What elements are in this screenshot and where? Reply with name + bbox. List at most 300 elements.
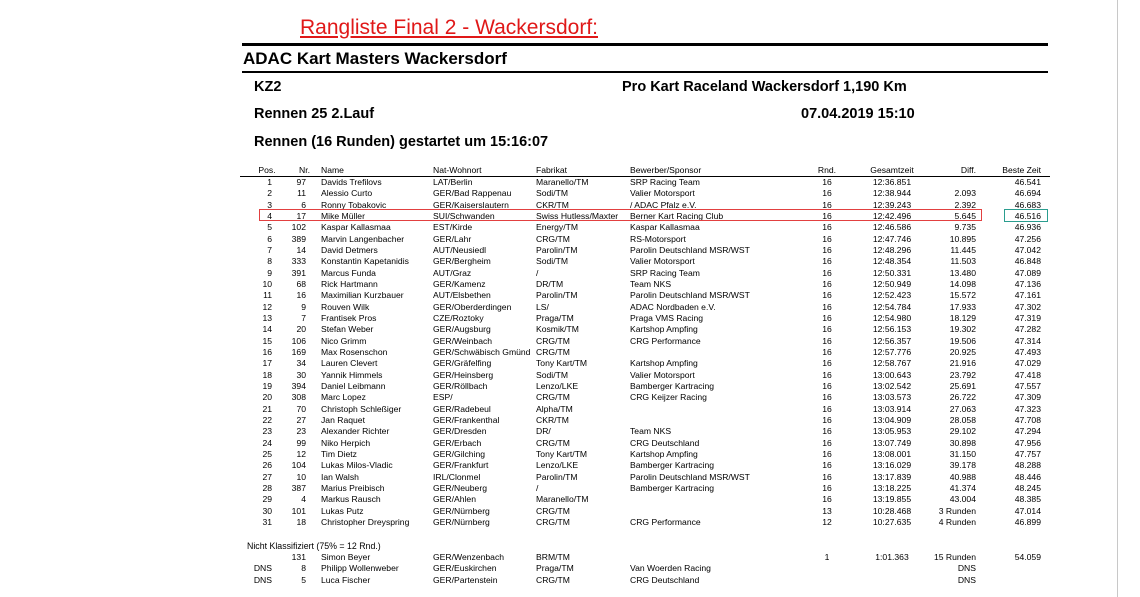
cell-name: Christoph Schleßiger — [321, 403, 402, 414]
cell-nat: GER/Bergheim — [433, 256, 491, 267]
cell-bew: Team NKS — [630, 278, 672, 289]
cell-pos: 2 — [267, 188, 272, 199]
cell-best: 47.757 — [1014, 448, 1041, 459]
cell-name: David Detmers — [321, 244, 378, 255]
race-start-label: Rennen (16 Runden) gestartet um 15:16:07 — [254, 134, 549, 150]
cell-ges: 12:50.331 — [872, 267, 912, 278]
cell-pos: 14 — [262, 324, 272, 335]
cell-fab: CKR/TM — [536, 414, 569, 425]
cell-best: 47.319 — [1014, 312, 1041, 323]
cell-nr: 16 — [296, 290, 306, 301]
datetime-label: 07.04.2019 15:10 — [801, 106, 915, 122]
col-name: Name — [321, 165, 344, 175]
cell-rnd: 16 — [822, 256, 832, 267]
cell-nat: GER/Frankfurt — [433, 460, 489, 471]
cell-pos: 21 — [262, 403, 272, 414]
cell-rnd: 16 — [822, 233, 832, 244]
cell-name: Lauren Clevert — [321, 358, 378, 369]
cell-diff: 40.988 — [949, 471, 976, 482]
cell-name: Ronny Tobakovic — [321, 199, 387, 210]
cell-fab: Sodi/TM — [536, 369, 568, 380]
cell-pos: 27 — [262, 471, 272, 482]
cell-name: Mike Müller — [321, 210, 365, 221]
cell-nr: 11 — [297, 188, 306, 199]
cell-name: Frantisek Pros — [321, 312, 377, 323]
cell-nr: 27 — [296, 414, 306, 425]
cell-rnd: 16 — [822, 278, 832, 289]
cell-nat: GER/Erbach — [433, 437, 482, 448]
cell-pos: 17 — [262, 358, 272, 369]
cell-nat: GER/Heinsberg — [433, 369, 494, 380]
col-pos: Pos. — [258, 165, 276, 175]
cell-fab: / — [536, 482, 539, 493]
cell-fab: CRG/TM — [536, 516, 570, 527]
cell-name: Philipp Wollenweber — [321, 563, 399, 574]
cell-best: 47.956 — [1014, 437, 1041, 448]
cell-bew: Praga VMS Racing — [630, 312, 704, 323]
cell-ges: 12:47.746 — [872, 233, 912, 244]
cell-nat: EST/Kirde — [433, 222, 473, 233]
cell-fab: CRG/TM — [536, 233, 570, 244]
cell-nr: 131 — [291, 552, 306, 562]
cell-name: Tim Dietz — [321, 448, 357, 459]
cell-nr: 68 — [296, 278, 306, 289]
cell-bew: Kaspar Kallasmaa — [630, 222, 700, 233]
cell-nat: GER/Gilching — [433, 448, 486, 459]
cell-ges: 13:05.953 — [872, 426, 912, 437]
cell-nat: GER/Dresden — [433, 426, 487, 437]
cell-diff: 2.093 — [954, 188, 976, 199]
cell-fab: LS/ — [536, 301, 549, 312]
cell-fab: CRG/TM — [536, 505, 570, 516]
cell-nat: AUT/Elsbethen — [433, 290, 491, 301]
cell-name: Niko Herpich — [321, 437, 371, 448]
cell-best: 46.936 — [1014, 222, 1041, 233]
table-row — [240, 347, 1050, 358]
cell-best: 47.493 — [1014, 346, 1041, 357]
cell-best: 46.848 — [1014, 256, 1041, 267]
cell-fab: DR/TM — [536, 278, 564, 289]
cell-nr: 6 — [301, 199, 306, 210]
table-row — [240, 392, 1050, 403]
table-row — [240, 302, 1050, 313]
cell-ges: 13:17.839 — [872, 471, 912, 482]
cell-ges: 12:36.851 — [872, 177, 912, 187]
cell-best: 47.708 — [1014, 414, 1041, 425]
cell-fab: Kosmik/TM — [536, 324, 579, 335]
cell-name: Maximilian Kurzbauer — [321, 290, 404, 301]
table-row — [240, 177, 1050, 188]
cell-ges: 13:02.542 — [872, 380, 912, 391]
cell-nr: 308 — [291, 392, 306, 403]
table-row — [240, 245, 1050, 256]
cell-fab: Tony Kart/TM — [536, 358, 588, 369]
cell-nat: SUI/Schwanden — [433, 210, 495, 221]
cell-nr: 102 — [291, 222, 306, 233]
cell-nat: GER/Ahlen — [433, 494, 476, 505]
cell-nat: GER/Kaiserslautern — [433, 199, 509, 210]
cell-nr: 17 — [296, 210, 306, 221]
cell-nr: 333 — [291, 256, 306, 267]
cell-best: 46.683 — [1014, 199, 1041, 210]
cell-diff: 23.792 — [949, 369, 976, 380]
cell-pos: 16 — [262, 346, 272, 357]
cell-bew: Kartshop Ampfing — [630, 324, 698, 335]
cell-pos: 12 — [262, 301, 272, 312]
cell-fab: Swiss Hutless/Maxter — [536, 210, 619, 221]
cell-bew: Kartshop Ampfing — [630, 358, 698, 369]
cell-rnd: 13 — [822, 505, 832, 516]
cell-nr: 104 — [291, 460, 306, 471]
cell-ges: 12:48.296 — [872, 244, 912, 255]
cell-fab: CRG/TM — [536, 574, 570, 585]
col-rnd: Rnd. — [817, 165, 837, 175]
table-row — [240, 324, 1050, 335]
cell-name: Kaspar Kallasmaa — [321, 222, 391, 233]
cell-diff: 11.503 — [950, 256, 976, 267]
cell-ges: 13:08.001 — [872, 448, 912, 459]
table-row — [240, 290, 1050, 301]
class-label: KZ2 — [254, 79, 282, 95]
cell-pos: 22 — [262, 414, 272, 425]
cell-pos: 1 — [267, 177, 272, 187]
cell-pos: 25 — [262, 448, 272, 459]
cell-name: Rick Hartmann — [321, 278, 378, 289]
cell-fab: Tony Kart/TM — [536, 448, 588, 459]
cell-fab: Praga/TM — [536, 563, 574, 574]
cell-bew: ADAC Nordbaden e.V. — [630, 301, 716, 312]
cell-pos: 29 — [262, 494, 272, 505]
cell-bew: SRP Racing Team — [630, 267, 700, 278]
cell-name: Luca Fischer — [321, 574, 371, 585]
cell-bew: Bamberger Kartracing — [630, 482, 715, 493]
cell-diff: 14.098 — [949, 278, 976, 289]
table-row — [240, 313, 1050, 324]
cell-fab: Lenzo/LKE — [536, 460, 579, 471]
cell-best: 47.302 — [1014, 301, 1041, 312]
cell-ges: 13:16.029 — [872, 460, 912, 471]
cell-ges: 12:54.784 — [872, 301, 912, 312]
cell-fab: Alpha/TM — [536, 403, 573, 414]
cell-rnd: 16 — [822, 312, 832, 323]
cell-diff: 26.722 — [949, 392, 976, 403]
race-label: Rennen 25 2.Lauf — [254, 106, 375, 122]
table-row — [240, 563, 1050, 574]
cell-nr: 387 — [291, 482, 306, 493]
cell-fab: Lenzo/LKE — [536, 380, 579, 391]
table-row — [240, 336, 1050, 347]
table-row — [240, 268, 1050, 279]
cell-ges: 12:48.354 — [872, 256, 912, 267]
cell-pos: 18 — [262, 369, 272, 380]
cell-name: Rouven Wilk — [321, 301, 370, 312]
table-row — [240, 472, 1050, 483]
cell-diff: 28.058 — [949, 414, 976, 425]
cell-diff: 15.572 — [949, 290, 976, 301]
cell-best: 47.418 — [1014, 369, 1041, 380]
cell-nat: GER/Neuberg — [433, 482, 487, 493]
cell-name: Jan Raquet — [321, 414, 365, 425]
cell-bew: Parolin Deutschland MSR/WST — [630, 244, 750, 255]
cell-ges: 12:50.949 — [872, 278, 912, 289]
table-row — [240, 279, 1050, 290]
cell-best: 46.694 — [1014, 188, 1041, 199]
cell-ges: 1:01.363 — [875, 552, 909, 562]
table-row — [240, 415, 1050, 426]
cell-rnd: 16 — [822, 403, 832, 414]
cell-nat: GER/Partenstein — [433, 574, 498, 585]
cell-diff: 19.302 — [949, 324, 976, 335]
cell-diff: 43.004 — [949, 494, 976, 505]
cell-best: 47.029 — [1014, 358, 1041, 369]
cell-pos: 5 — [267, 222, 272, 233]
cell-nat: GER/Frankenthal — [433, 414, 500, 425]
cell-ges: 12:57.776 — [872, 346, 912, 357]
cell-nr: 394 — [291, 380, 306, 391]
cell-fab: Parolin/TM — [536, 290, 578, 301]
cell-best: 47.161 — [1014, 290, 1041, 301]
cell-nat: GER/Nürnberg — [433, 516, 490, 527]
cell-pos: 26 — [262, 460, 272, 471]
cell-rnd: 16 — [822, 460, 832, 471]
cell-diff: 2.392 — [954, 199, 976, 210]
cell-nr: 4 — [301, 494, 306, 505]
cell-nr: 5 — [301, 574, 306, 585]
cell-rnd: 16 — [822, 267, 832, 278]
cell-ges: 13:03.914 — [872, 403, 912, 414]
cell-pos: 24 — [262, 437, 272, 448]
cell-name: Yannik Himmels — [321, 369, 383, 380]
cell-name: Nico Grimm — [321, 335, 367, 346]
cell-ges: 12:39.243 — [872, 199, 912, 210]
cell-nr: 97 — [296, 177, 306, 187]
cell-rnd: 12 — [822, 516, 832, 527]
cell-diff: 27.063 — [949, 403, 976, 414]
cell-rnd: 16 — [822, 392, 832, 403]
cell-rnd: 16 — [822, 346, 832, 357]
cell-fab: Sodi/TM — [536, 188, 568, 199]
cell-diff: 17.933 — [949, 301, 976, 312]
cell-ges: 12:56.153 — [872, 324, 912, 335]
cell-name: Alessio Curto — [321, 188, 373, 199]
table-row — [240, 188, 1050, 199]
cell-nat: GER/Lahr — [433, 233, 472, 244]
cell-fab: Energy/TM — [536, 222, 579, 233]
table-row — [240, 256, 1050, 267]
table-row — [240, 494, 1050, 505]
cell-ges: 12:54.980 — [872, 312, 912, 323]
table-row — [240, 381, 1050, 392]
cell-nat: GER/Bad Rappenau — [433, 188, 512, 199]
cell-best: 47.314 — [1014, 335, 1041, 346]
cell-rnd: 16 — [822, 222, 832, 233]
cell-pos: 4 — [267, 210, 272, 221]
cell-bew: Van Woerden Racing — [630, 563, 711, 574]
cell-best: 48.385 — [1014, 494, 1041, 505]
cell-diff: 13.480 — [949, 267, 976, 278]
cell-pos: 7 — [267, 244, 272, 255]
cell-diff: DNS — [957, 574, 976, 585]
cell-name: Markus Rausch — [321, 494, 381, 505]
cell-nat: AUT/Graz — [433, 267, 472, 278]
cell-ges: 13:00.643 — [872, 369, 912, 380]
cell-rnd: 16 — [822, 471, 832, 482]
cell-nat: GER/Weinbach — [433, 335, 493, 346]
cell-bew: Berner Kart Racing Club — [630, 210, 724, 221]
cell-nat: LAT/Berlin — [433, 177, 473, 187]
cell-fab: CRG/TM — [536, 392, 570, 403]
cell-best: 47.282 — [1014, 324, 1041, 335]
cell-nat: GER/Nürnberg — [433, 505, 490, 516]
cell-diff: 25.691 — [949, 380, 976, 391]
cell-nr: 101 — [291, 505, 306, 516]
cell-best: 47.294 — [1014, 426, 1041, 437]
cell-pos: 28 — [262, 482, 272, 493]
cell-nr: 34 — [296, 358, 306, 369]
cell-best: 48.446 — [1014, 471, 1041, 482]
cell-nat: GER/Röllbach — [433, 380, 488, 391]
cell-diff: 41.374 — [949, 482, 976, 493]
cell-nr: 169 — [291, 346, 306, 357]
cell-rnd: 16 — [822, 414, 832, 425]
col-bew: Bewerber/Sponsor — [630, 165, 702, 175]
table-row — [240, 517, 1050, 528]
cell-nr: 99 — [296, 437, 306, 448]
cell-best: 47.309 — [1014, 392, 1041, 403]
title-rule — [242, 71, 1048, 73]
cell-rnd: 16 — [822, 199, 832, 210]
table-row — [240, 404, 1050, 415]
cell-name: Konstantin Kapetanidis — [321, 256, 409, 267]
cell-ges: 13:03.573 — [872, 392, 912, 403]
cell-ges: 13:04.909 — [872, 414, 912, 425]
highlight-row-box — [259, 209, 982, 221]
col-diff: Diff. — [960, 165, 976, 175]
cell-best: 47.042 — [1014, 244, 1041, 255]
annotation-title: Rangliste Final 2 - Wackersdorf: — [300, 16, 598, 39]
table-row — [240, 358, 1050, 369]
cell-fab: Sodi/TM — [536, 256, 568, 267]
cell-diff: 10.895 — [949, 233, 976, 244]
results-header — [240, 165, 1050, 177]
cell-pos: 11 — [263, 290, 272, 301]
cell-diff: 30.898 — [949, 437, 976, 448]
cell-nr: 10 — [296, 471, 306, 482]
cell-name: Alexander Richter — [321, 426, 390, 437]
cell-nr: 9 — [301, 301, 306, 312]
cell-nr: 7 — [301, 312, 306, 323]
cell-bew: CRG Performance — [630, 516, 701, 527]
table-row — [240, 449, 1050, 460]
cell-name: Marcus Funda — [321, 267, 376, 278]
cell-bew: Valier Motorsport — [630, 369, 695, 380]
table-row — [240, 460, 1050, 471]
cell-bew: CRG Keijzer Racing — [630, 392, 707, 403]
cell-ges: 12:46.586 — [872, 222, 912, 233]
cell-pos: 3 — [267, 199, 272, 210]
cell-name: Stefan Weber — [321, 324, 374, 335]
cell-bew: Bamberger Kartracing — [630, 380, 715, 391]
cell-fab: Praga/TM — [536, 312, 574, 323]
col-nr: Nr. — [299, 165, 310, 175]
cell-nr: 389 — [291, 233, 306, 244]
cell-pos: DNS — [253, 574, 272, 585]
cell-name: Lukas Putz — [321, 505, 364, 516]
cell-pos: 9 — [267, 267, 272, 278]
cell-rnd: 16 — [822, 290, 832, 301]
cell-nat: ESP/ — [433, 392, 453, 403]
cell-bew: CRG Deutschland — [630, 574, 700, 585]
cell-nr: 14 — [296, 244, 306, 255]
cell-nat: GER/Euskirchen — [433, 563, 497, 574]
col-fab: Fabrikat — [536, 165, 568, 175]
table-row — [240, 370, 1050, 381]
col-nat: Nat-Wohnort — [433, 165, 482, 175]
table-row — [240, 506, 1050, 517]
cell-pos: 20 — [262, 392, 272, 403]
cell-name: Marvin Langenbacher — [321, 233, 405, 244]
cell-name: Marc Lopez — [321, 392, 366, 403]
cell-bew: Valier Motorsport — [630, 188, 695, 199]
track-label: Pro Kart Raceland Wackersdorf 1,190 Km — [622, 79, 907, 95]
cell-best: 54.059 — [1014, 552, 1041, 562]
document-title: ADAC Kart Masters Wackersdorf — [243, 49, 507, 68]
cell-diff: 29.102 — [949, 426, 976, 437]
cell-bew: Valier Motorsport — [630, 256, 695, 267]
cell-bew: Kartshop Ampfing — [630, 448, 698, 459]
cell-nat: GER/Gräfelfing — [433, 358, 492, 369]
cell-pos: 10 — [262, 278, 272, 289]
cell-nat: CZE/Roztoky — [433, 312, 484, 323]
cell-name: Marius Preibisch — [321, 482, 385, 493]
cell-fab: DR/ — [536, 426, 551, 437]
cell-rnd: 16 — [822, 426, 832, 437]
cell-rnd: 16 — [822, 244, 832, 255]
cell-rnd: 1 — [824, 552, 830, 562]
cell-pos: 23 — [262, 426, 272, 437]
cell-ges: 12:56.357 — [872, 335, 912, 346]
cell-bew: / ADAC Pfalz e.V. — [630, 199, 697, 210]
cell-nr: 391 — [291, 267, 306, 278]
cell-rnd: 16 — [822, 324, 832, 335]
cell-nat: GER/Schwäbisch Gmünd — [433, 346, 531, 357]
cell-nr: 23 — [296, 426, 306, 437]
cell-fab: BRM/TM — [536, 552, 570, 562]
cell-diff: 20.925 — [949, 346, 976, 357]
cell-name: Christopher Dreyspring — [321, 516, 410, 527]
cell-diff: 3 Runden — [938, 505, 976, 516]
cell-fab: Maranello/TM — [536, 494, 589, 505]
cell-diff: 31.150 — [949, 448, 976, 459]
cell-rnd: 16 — [822, 358, 832, 369]
cell-nr: 12 — [296, 448, 306, 459]
cell-nr: 18 — [296, 516, 306, 527]
cell-rnd: 16 — [822, 437, 832, 448]
cell-ges: 12:42.496 — [872, 210, 912, 221]
cell-best: 46.899 — [1014, 516, 1041, 527]
cell-ges: 12:52.423 — [872, 290, 912, 301]
cell-name: Davids Trefilovs — [321, 177, 382, 187]
table-row — [240, 438, 1050, 449]
cell-pos: 19 — [262, 380, 272, 391]
cell-pos: 8 — [267, 256, 272, 267]
table-row — [240, 426, 1050, 437]
cell-bew: CRG Deutschland — [630, 437, 700, 448]
cell-bew: CRG Performance — [630, 335, 701, 346]
cell-bew: Parolin Deutschland MSR/WST — [630, 471, 750, 482]
cell-ges: 10:27.635 — [872, 516, 912, 527]
cell-fab: CRG/TM — [536, 437, 570, 448]
